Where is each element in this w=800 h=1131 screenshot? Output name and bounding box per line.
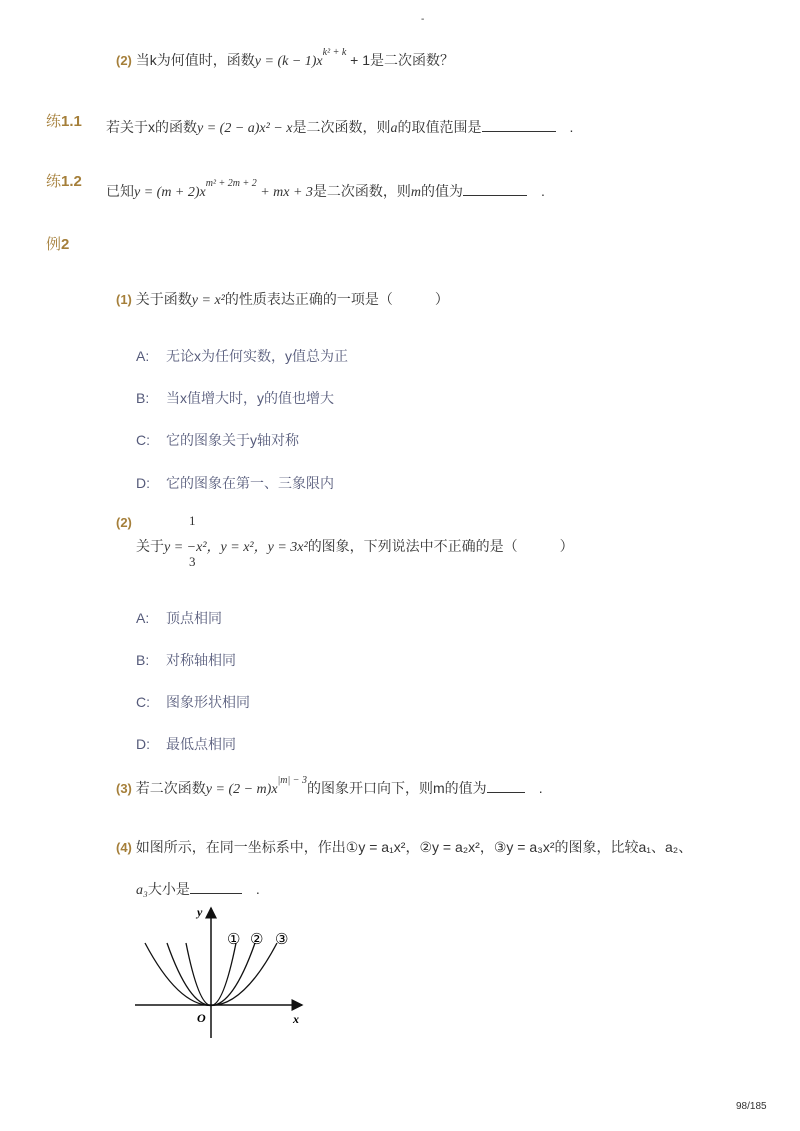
question-3: (3) 若二次函数$y = (2 - m)x^{|m| - 3}$的图象开口向下，则m的值为 .: [116, 775, 543, 797]
question-text: 当k为何值时，函数: [135, 52, 255, 68]
option-c[interactable]: C: 它的图象关于y轴对称: [136, 432, 299, 448]
curve-label-2: ②: [250, 932, 264, 948]
math-expr: y = (m + 2)x: [134, 185, 206, 200]
question-prev-2: [116, 47, 455, 70]
option-c[interactable]: C: 图象形状相同: [136, 694, 250, 710]
math-exponent: |m| − 3: [277, 775, 308, 787]
exercise-1-1-text: 若关于x的函数y = (2 − a)x² − x是二次函数，则a的取值范围是 .: [106, 119, 574, 136]
question-4: (4) 如图所示，在同一坐标系中，作出①y = a₁x²，②y = a₂x²，③y = a₃x²的图象，比较a₁、a₂、: [116, 839, 693, 855]
exercise-label-1-1: 练1.1: [46, 113, 82, 130]
option-b[interactable]: B: 对称轴相同: [136, 652, 236, 668]
y-axis-label: y: [197, 905, 203, 919]
math-expr: y = (k − 1)x: [254, 54, 323, 69]
math-exponent: m² + 2m + 2: [205, 178, 257, 190]
curve-label-1: ①: [227, 932, 241, 948]
exercise-label-1-2: 练1.2: [46, 173, 82, 190]
example-label-2: 例2: [46, 236, 70, 253]
header-mark: -: [421, 14, 425, 25]
answer-blank[interactable]: [487, 780, 525, 793]
curve-label-3: ③: [275, 932, 289, 948]
fraction-denominator: 3: [189, 554, 196, 569]
page-number: 98/185: [736, 1101, 767, 1112]
math-exponent: k² + k: [322, 47, 347, 59]
question-number: (2): [116, 53, 132, 68]
option-d[interactable]: D: 最低点相同: [136, 736, 236, 752]
parabola-figure: [130, 900, 310, 1042]
question-number: (4): [116, 840, 132, 855]
option-a[interactable]: A: 无论x为任何实数，y值总为正: [136, 348, 348, 364]
fraction-numerator: 1: [189, 513, 196, 528]
question-number: (2): [116, 515, 132, 530]
answer-blank[interactable]: [463, 183, 527, 196]
math-expr: y = x²: [191, 293, 225, 308]
answer-blank[interactable]: [190, 881, 242, 894]
option-d[interactable]: D: 它的图象在第一、三象限内: [136, 475, 334, 491]
question-2-text: 关于y = −x²，y = x²，y = 3x²的图象，下列说法中不正确的是（ ）: [136, 538, 574, 555]
question-number: (1): [116, 292, 132, 307]
math-expr: y = (2 − a)x² − x: [197, 121, 293, 136]
origin-label: O: [197, 1011, 206, 1025]
answer-blank[interactable]: [482, 119, 556, 132]
option-a[interactable]: A: 顶点相同: [136, 610, 222, 626]
option-b[interactable]: B: 当x值增大时，y的值也增大: [136, 390, 334, 406]
exercise-1-2-text: 已知$y = (m + 2)x^{m^2 + 2m + 2}$ + mx + 3是二次函数，则m的值为 .: [106, 178, 545, 200]
math-expr: y = (2 − m)x: [205, 782, 278, 797]
question-text-tail: + 1是二次函数？: [346, 52, 455, 68]
question-1: (1) 关于函数y = x²的性质表达正确的一项是（ ）: [116, 291, 449, 308]
question-4-line2: a₃大小是 .: [136, 881, 260, 898]
x-axis-label: x: [293, 1012, 299, 1026]
question-number: (3): [116, 781, 132, 796]
